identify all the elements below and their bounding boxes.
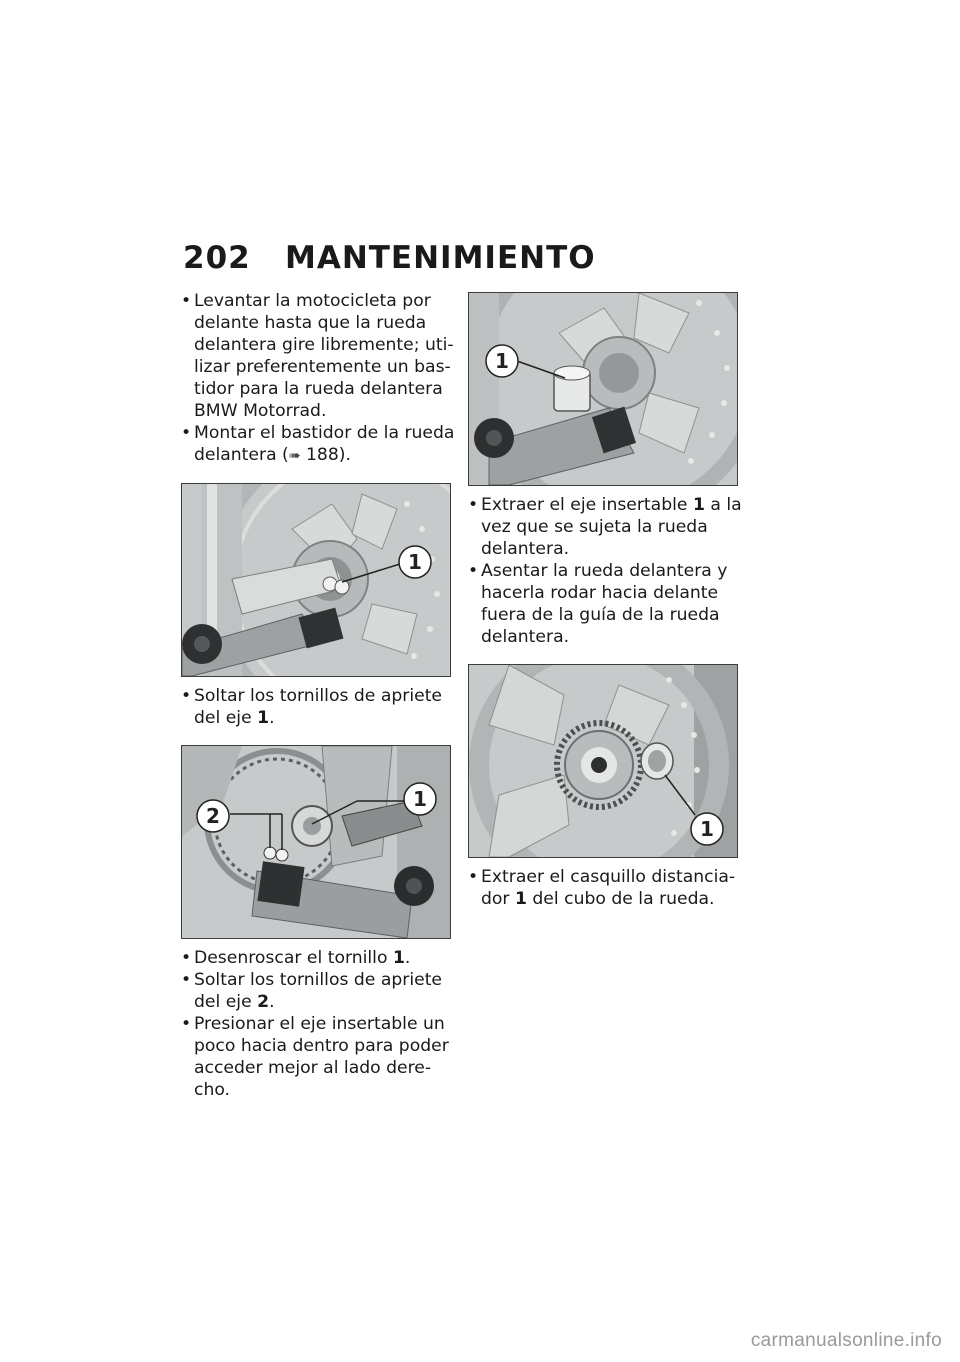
figure-axle-clamp-screws [181,483,451,677]
figure3-callout-1: 1 [495,349,509,373]
page-header [183,240,596,276]
ref-callout-2: 2 [257,992,270,1012]
step-loosen-axle-screws-2: • Soltar los tornillos de apriete del eje 2. [181,969,456,1013]
figure2-callout-2: 2 [206,804,220,828]
step-mount-text: Montar el bastidor de la rueda delantera ( [194,423,455,465]
figure4-callout-1: 1 [700,817,714,841]
ref-callout-1: 1 [257,708,270,728]
step-press-axle: • Presionar el eje insertable un poco hacia dentro para poder acceder mejor al lado dere-cho. [181,1013,456,1101]
step-loosen-axle-screws: • Soltar los tornillos de apriete del eje 1. [181,685,456,729]
figure-spacer-sleeve [468,664,738,858]
left-column [181,290,456,1101]
step-lift-motorcycle: • Levantar la motocicleta por delante hasta que la rueda delantera gire libremente; uti-lizar preferentemente un bas-tidor para la rueda delantera BMW Motorrad. [181,290,456,422]
step-seat-wheel: • Asentar la rueda delantera y hacerla rodar hacia delante fuera de la guía de la rueda delantera. [468,560,743,648]
page-ref-number[interactable]: 188 [305,445,339,465]
ref-callout-1: 1 [692,495,705,515]
section-title: MANTENIMIENTO [285,240,596,276]
page-ref-arrow-icon: ➠ [288,448,301,464]
watermark: carmanualsonline.info [750,1330,942,1351]
figure-axle-screw-and-clamps [181,745,451,939]
figure2-callout-1: 1 [413,787,427,811]
step-remove-spacer: • Extraer el casquillo distancia-dor 1 del cubo de la rueda. [468,866,743,910]
step-unscrew-screw: • Desenroscar el tornillo 1. [181,947,456,969]
ref-callout-1: 1 [514,889,527,909]
ref-callout-1: 1 [392,948,405,968]
right-column [468,292,743,910]
step-mount-stand: • Montar el bastidor de la rueda delantera (➠ 188). [181,422,456,467]
page-number: 202 [183,240,251,276]
figure-insert-axle [468,292,738,486]
figure1-callout-1: 1 [408,550,422,574]
step-extract-axle: • Extraer el eje insertable 1 a la vez que se sujeta la rueda delantera. [468,494,743,560]
